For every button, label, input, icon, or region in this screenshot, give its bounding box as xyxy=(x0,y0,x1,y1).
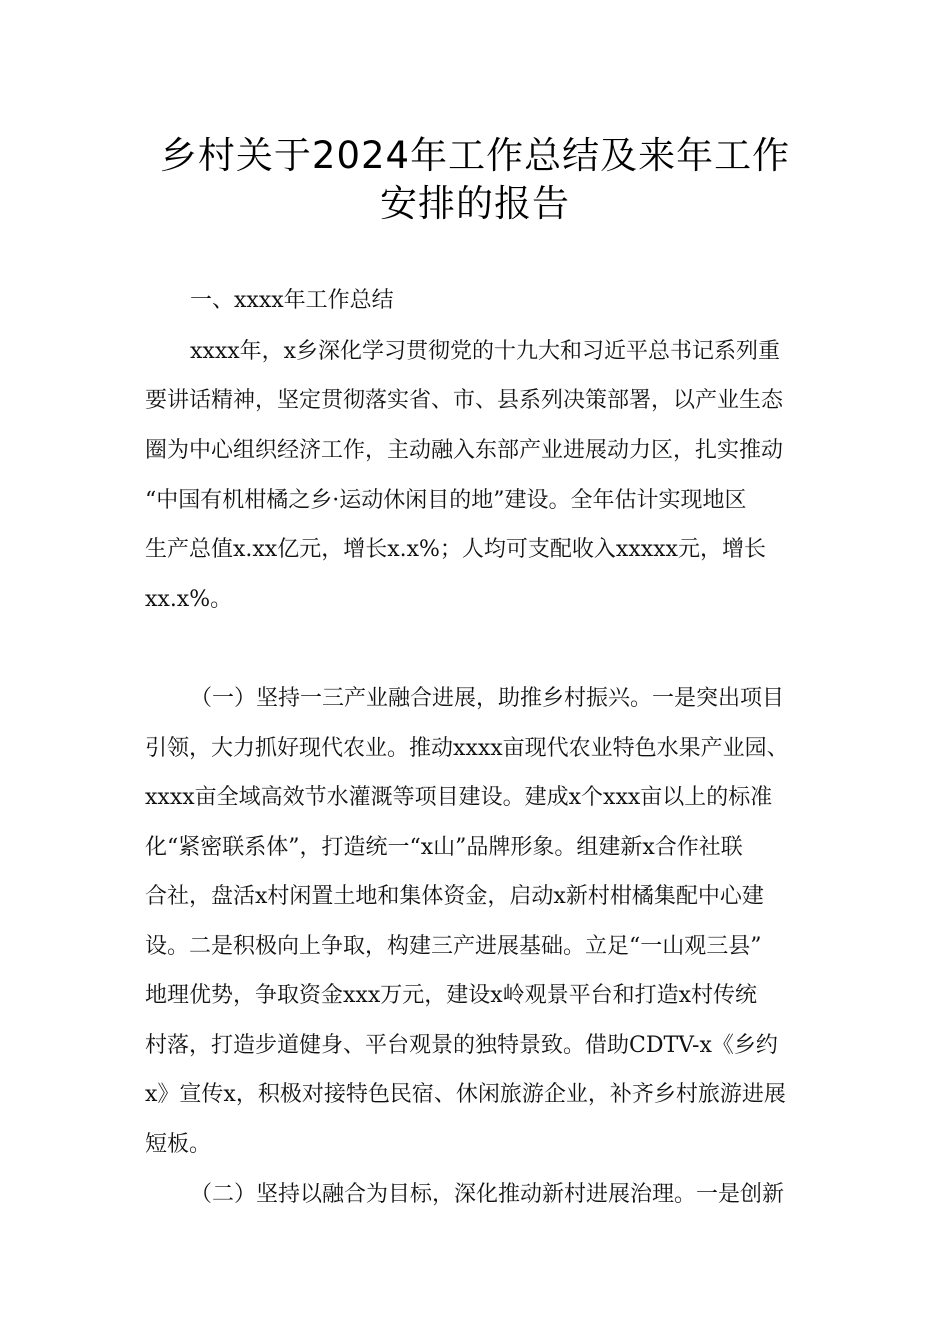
paragraph-line: xxxx亩全域高效节水灌溉等项目建设。建成x个xxx亩以上的标准 xyxy=(145,785,773,810)
section-heading: 一、xxxx年工作总结 xyxy=(190,288,394,313)
paragraph-line: 合社，盘活x村闲置土地和集体资金，启动x新村柑橘集配中心建 xyxy=(145,884,764,909)
paragraph-line: 要讲话精神，坚定贯彻落实省、市、县系列决策部署，以产业生态 xyxy=(145,388,784,413)
document-title-line-1: 乡村关于2024年工作总结及来年工作 xyxy=(159,134,791,177)
paragraph-line: （二）坚持以融合为目标，深化推动新村进展治理。一是创新 xyxy=(190,1182,785,1207)
paragraph-line: 引领，大力抓好现代农业。推动xxxx亩现代农业特色水果产业园、 xyxy=(145,736,789,761)
paragraph-line: 村落，打造步道健身、平台观景的独特景致。借助CDTV-x《乡约 xyxy=(145,1033,778,1058)
paragraph-line: 短板。 xyxy=(145,1132,212,1157)
paragraph-line: 设。二是积极向上争取，构建三产进展基础。立足“一山观三县” xyxy=(145,934,762,959)
paragraph-line: xx.x%。 xyxy=(145,587,233,612)
paragraph-line: 化“紧密联系体”，打造统一“x山”品牌形象。组建新x合作社联 xyxy=(145,835,743,860)
paragraph-line: “中国有机柑橘之乡·运动休闲目的地”建设。全年估计实现地区 xyxy=(145,488,747,513)
document-title-line-2: 安排的报告 xyxy=(380,182,570,225)
paragraph-line: 圈为中心组织经济工作，主动融入东部产业进展动力区，扎实推动 xyxy=(145,438,784,463)
paragraph-line: 生产总值x.xx亿元，增长x.x%；人均可支配收入xxxxx元，增长 xyxy=(145,537,766,562)
paragraph-line: （一）坚持一三产业融合进展，助推乡村振兴。一是突出项目 xyxy=(190,686,785,711)
paragraph-line: x》宣传x，积极对接特色民宿、休闲旅游企业，补齐乡村旅游进展 xyxy=(145,1082,786,1107)
paragraph-line: 地理优势，争取资金xxx万元，建设x岭观景平台和打造x村传统 xyxy=(145,983,758,1008)
paragraph-line: xxxx年，x乡深化学习贯彻党的十九大和习近平总书记系列重 xyxy=(190,339,781,364)
